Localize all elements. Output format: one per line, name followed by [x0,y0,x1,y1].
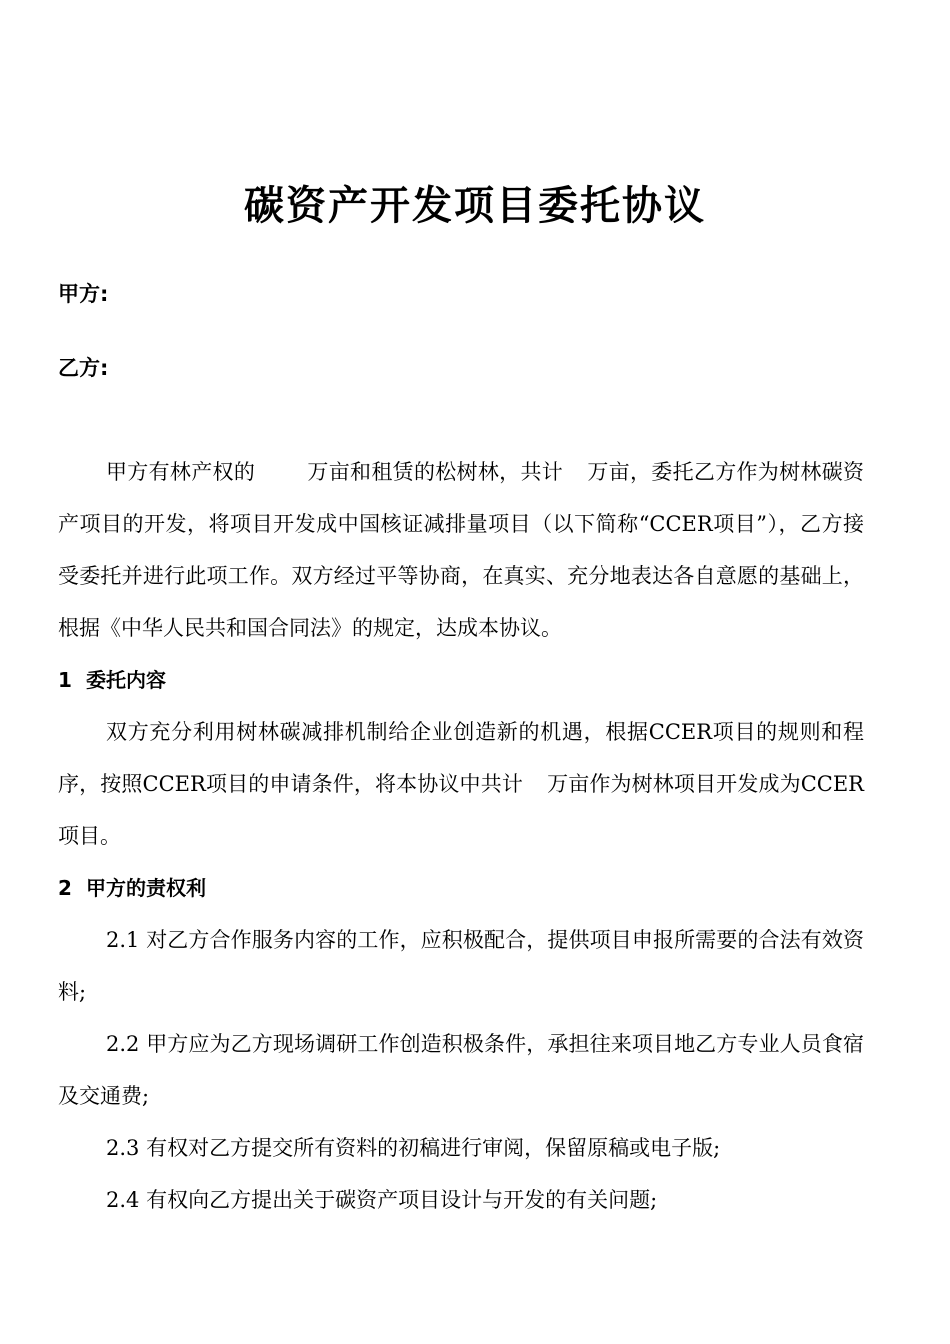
section-1-title: 委托内容 [86,668,166,692]
section-2-number: 2 [58,876,72,900]
clause-2-1: 2.1 对乙方合作服务内容的工作，应积极配合，提供项目申报所需要的合法有效资料; [58,928,864,1004]
agreement-body [58,446,864,1226]
section-2-heading [58,862,864,914]
intro-part3: 万亩，委托乙方作为树林碳资产项目的开发，将项目开发成中国核证减排量项目（以下简称“CCER项目”），乙方接受委托并进行此项工作。双方经过平等协商，在真实、充分地表达各自意愿的基础上，根据《中华人民共和国合同法》的规定，达成本协议。 [58,460,865,640]
clause-2-3: 2.3 有权对乙方提交所有资料的初稿进行审阅，保留原稿或电子版; [106,1136,721,1160]
document-title: 碳资产开发项目委托协议 [244,183,706,229]
party-a-label: 甲方: [58,282,109,306]
party-b-label: 乙方: [58,356,109,380]
intro-part1: 甲方有林产权的 [106,460,256,484]
section-1-text-part1: 双方充分利用树林碳减排机制给企业创造新的机遇，根据CCER项目的规则和程序，按照CCER项目的申请条件，将本协议中共计 [58,720,864,796]
section-1-heading [58,654,864,706]
intro-part2: 万亩和租赁的松树林，共计 [307,460,564,484]
clause-2-4: 2.4 有权向乙方提出关于碳资产项目设计与开发的有关问题; [106,1188,658,1212]
section-2-title: 甲方的责权利 [86,876,206,900]
section-1-text-part2: 万亩作为树林项目开发成为CCER项目。 [58,772,864,848]
intro-paragraph [58,446,864,654]
section-1-paragraph [58,706,864,862]
section-1-number: 1 [58,668,72,692]
clause-2-2: 2.2 甲方应为乙方现场调研工作创造积极条件，承担往来项目地乙方专业人员食宿及交通费; [58,1032,864,1108]
